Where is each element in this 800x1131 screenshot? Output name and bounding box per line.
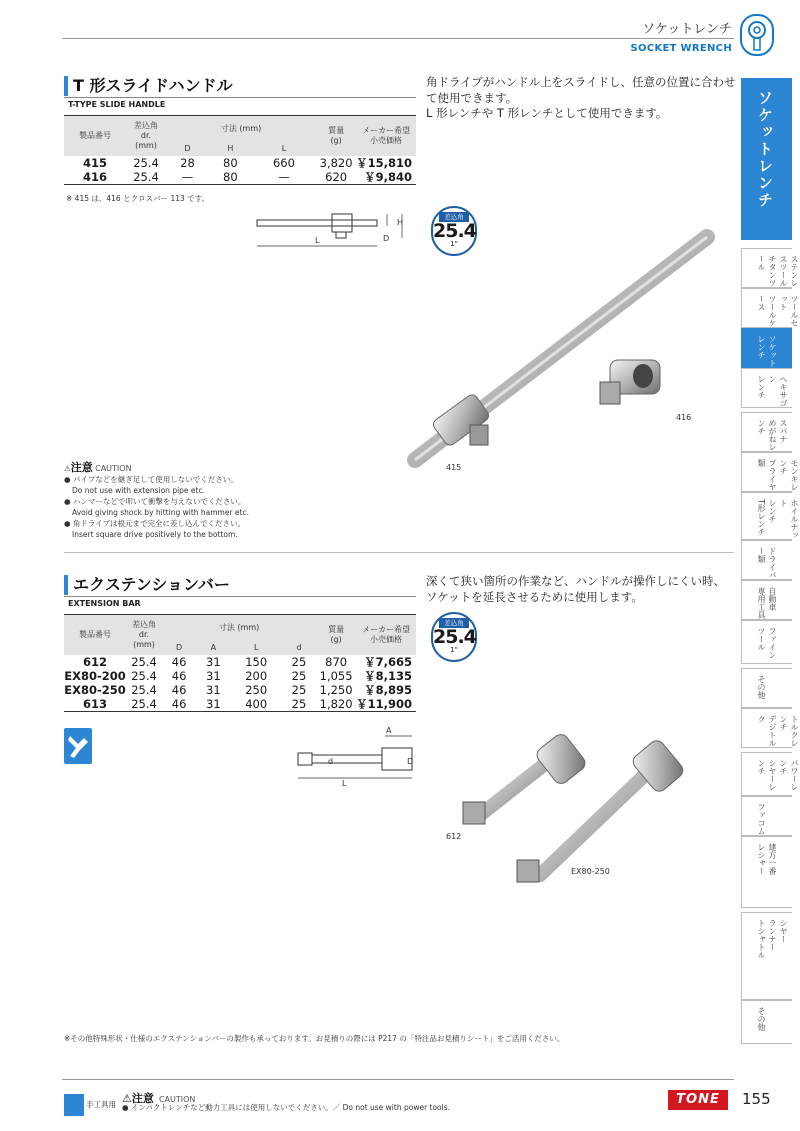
section1-title: T 形スライドハンドル — [64, 76, 233, 96]
sidebar-item-shear[interactable]: シヤー ランナー トシャトル — [741, 912, 792, 1000]
section2-description: 深くて狭い箇所の作業など、ハンドルが操作しにくい時、ソケットを延長させるために使用します。 — [426, 574, 725, 604]
extension-bar-photo — [455, 730, 695, 890]
warning-icon: ⚠ — [64, 464, 71, 473]
header-category-jp: ソケットレンチ — [642, 22, 732, 37]
hand-tool-icon — [64, 728, 92, 764]
table-row: 415 25.4 28 80 660 3,820 ￥15,810 — [82, 155, 412, 170]
hand-tool-label: 手工具用 — [86, 1100, 116, 1109]
dim-A-label: A — [386, 726, 392, 735]
header-category-en: SOCKET WRENCH — [630, 43, 732, 54]
photo-ex80-250-label: EX80-250 — [571, 867, 610, 876]
sidebar-item-stainless[interactable]: ステンレスツール チタンツール — [741, 248, 792, 288]
sidebar-item-fine[interactable]: ファイン ツール — [741, 620, 792, 664]
col-drive: 差込角 dr. (mm) — [126, 116, 166, 156]
drive-size-badge: 差込角 25.4 1" — [431, 612, 477, 662]
section2-title: エクステンションバー — [64, 575, 230, 595]
sidebar-item-auto[interactable]: 自動車 専用工具 — [741, 580, 792, 620]
sidebar-item-hexagon[interactable]: ヘキサゴン レンチ — [741, 368, 792, 408]
col-d: d — [282, 641, 316, 655]
header-rule — [62, 38, 734, 39]
footer-caution-text: ● インパクトレンチなど動力工具には使用しないでください。／ Do not use with power tools. — [122, 1103, 451, 1112]
footer-rule — [62, 1079, 734, 1080]
dim-d-label: d — [328, 757, 334, 766]
section1-caution: ⚠注意 CAUTION ● パイプなどを継ぎ足して使用しないでください。 Do not use with extension pipe etc. ● ハンマーなどで叩いて衝撃を与えないでください。 Avoid giving shock by hitting with hammer etc. ● 角ドライブは根元まで完全に差し込んでください。 Insert square drive positively to the bottom. — [64, 461, 249, 539]
footer-caution-title: ⚠注意 CAUTION — [122, 1092, 196, 1105]
sliding-head-photo — [598, 352, 668, 412]
sidebar-item-torque[interactable]: トルクレンチ デジトルク — [741, 708, 792, 748]
dim-H-label: H — [397, 218, 404, 227]
col-model: 製品番号 — [64, 116, 126, 156]
sidebar-item-driver[interactable]: ドライバー類 — [741, 540, 792, 580]
col-D: D — [166, 142, 209, 156]
photo-415-label: 415 — [446, 463, 462, 472]
section-divider — [64, 552, 734, 553]
sidebar-item-toolset[interactable]: ツールセット ツールケース — [741, 288, 792, 328]
table-row: EX80-200 25.4 46 31 200 25 1,055 ￥8,135 — [64, 668, 412, 683]
col-L: L — [231, 641, 282, 655]
sidebar-item-tatekata[interactable]: 建方一番 レシャー — [741, 836, 792, 908]
footer-note: ※その他特殊形状・仕様のエクステンションバーの製作も承っております。お見積りの際には P217 の「特注品お見積りシート」をご活用ください。 — [64, 1034, 565, 1043]
sidebar-item-other1[interactable]: その他 — [741, 668, 792, 708]
dim-D-label: D — [383, 234, 390, 243]
section2-rule — [64, 596, 416, 597]
col-D: D — [162, 641, 196, 655]
col-H: H — [209, 142, 252, 156]
photo-612-label: 612 — [446, 832, 462, 841]
col-L: L — [252, 142, 316, 156]
col-weight: 質量 (g) — [316, 116, 356, 156]
col-drive: 差込角 dr. (mm) — [126, 615, 162, 655]
section1-rule — [64, 97, 416, 98]
extension-bar-diagram — [290, 726, 420, 788]
tone-logo: TONE — [668, 1090, 728, 1110]
warning-icon: ⚠ — [122, 1092, 132, 1105]
sidebar-item-power[interactable]: パワーレンチ シヤーレンチ — [741, 752, 792, 796]
table-row: EX80-250 25.4 46 31 250 25 1,250 ￥8,895 — [64, 682, 412, 697]
drive-size-badge: 差込角 25.4 1" — [431, 206, 477, 256]
dim-L-label: L — [315, 236, 320, 245]
t-handle-photo — [395, 225, 720, 485]
socket-wrench-icon — [740, 14, 774, 56]
sidebar-main-tab[interactable] — [741, 78, 792, 240]
dim-D-label: D — [407, 757, 414, 766]
sidebar-main-label: ソケットレンチ — [756, 90, 774, 209]
col-price: メーカー希望 小売価格 — [356, 615, 416, 655]
col-price: メーカー希望 小売価格 — [356, 116, 416, 156]
sidebar-item-socket-wrench[interactable]: ソケット レンチ — [741, 328, 792, 368]
col-weight: 質量 (g) — [316, 615, 356, 655]
section1-spec-table — [64, 115, 416, 185]
sidebar-item-facom[interactable]: ファコム — [741, 796, 792, 836]
section1-note: ※ 415 は、416 とクロスバー 113 です。 — [66, 194, 210, 203]
table-row: 613 25.4 46 31 400 25 1,820 ￥11,900 — [64, 697, 416, 712]
sidebar-item-wheel-nut[interactable]: ホイルナット レンチ T形レンチ — [741, 492, 792, 540]
dim-L-label: L — [342, 779, 347, 788]
col-model: 製品番号 — [64, 615, 126, 655]
section1-description: 角ドライブがハンドル上をスライドし、任意の位置に合わせて使用できます。 L 形レンチや T 形レンチとして使用できます。 — [426, 75, 736, 120]
hand-tool-footer-icon — [64, 1094, 84, 1116]
section1-title-en: T-TYPE SLIDE HANDLE — [68, 100, 166, 109]
col-A: A — [196, 641, 230, 655]
section2-spec-table — [64, 614, 416, 712]
col-dims: 寸法 (mm) — [162, 615, 316, 641]
table-row: 612 25.4 46 31 150 25 870 ￥7,665 — [82, 654, 412, 669]
col-dims: 寸法 (mm) — [166, 116, 316, 142]
sidebar-item-other2[interactable]: その他 — [741, 1000, 792, 1044]
photo-416-label: 416 — [676, 413, 692, 422]
sidebar-item-monkey[interactable]: モンキレンチ プライヤ類 — [741, 452, 792, 492]
section2-title-en: EXTENSION BAR — [68, 599, 141, 608]
table-row: 416 25.4 — 80 — 620 ￥9,840 — [64, 170, 416, 185]
sidebar-item-spanner[interactable]: スパナ めがねレンチ — [741, 412, 792, 452]
page-number: 155 — [742, 1090, 771, 1108]
